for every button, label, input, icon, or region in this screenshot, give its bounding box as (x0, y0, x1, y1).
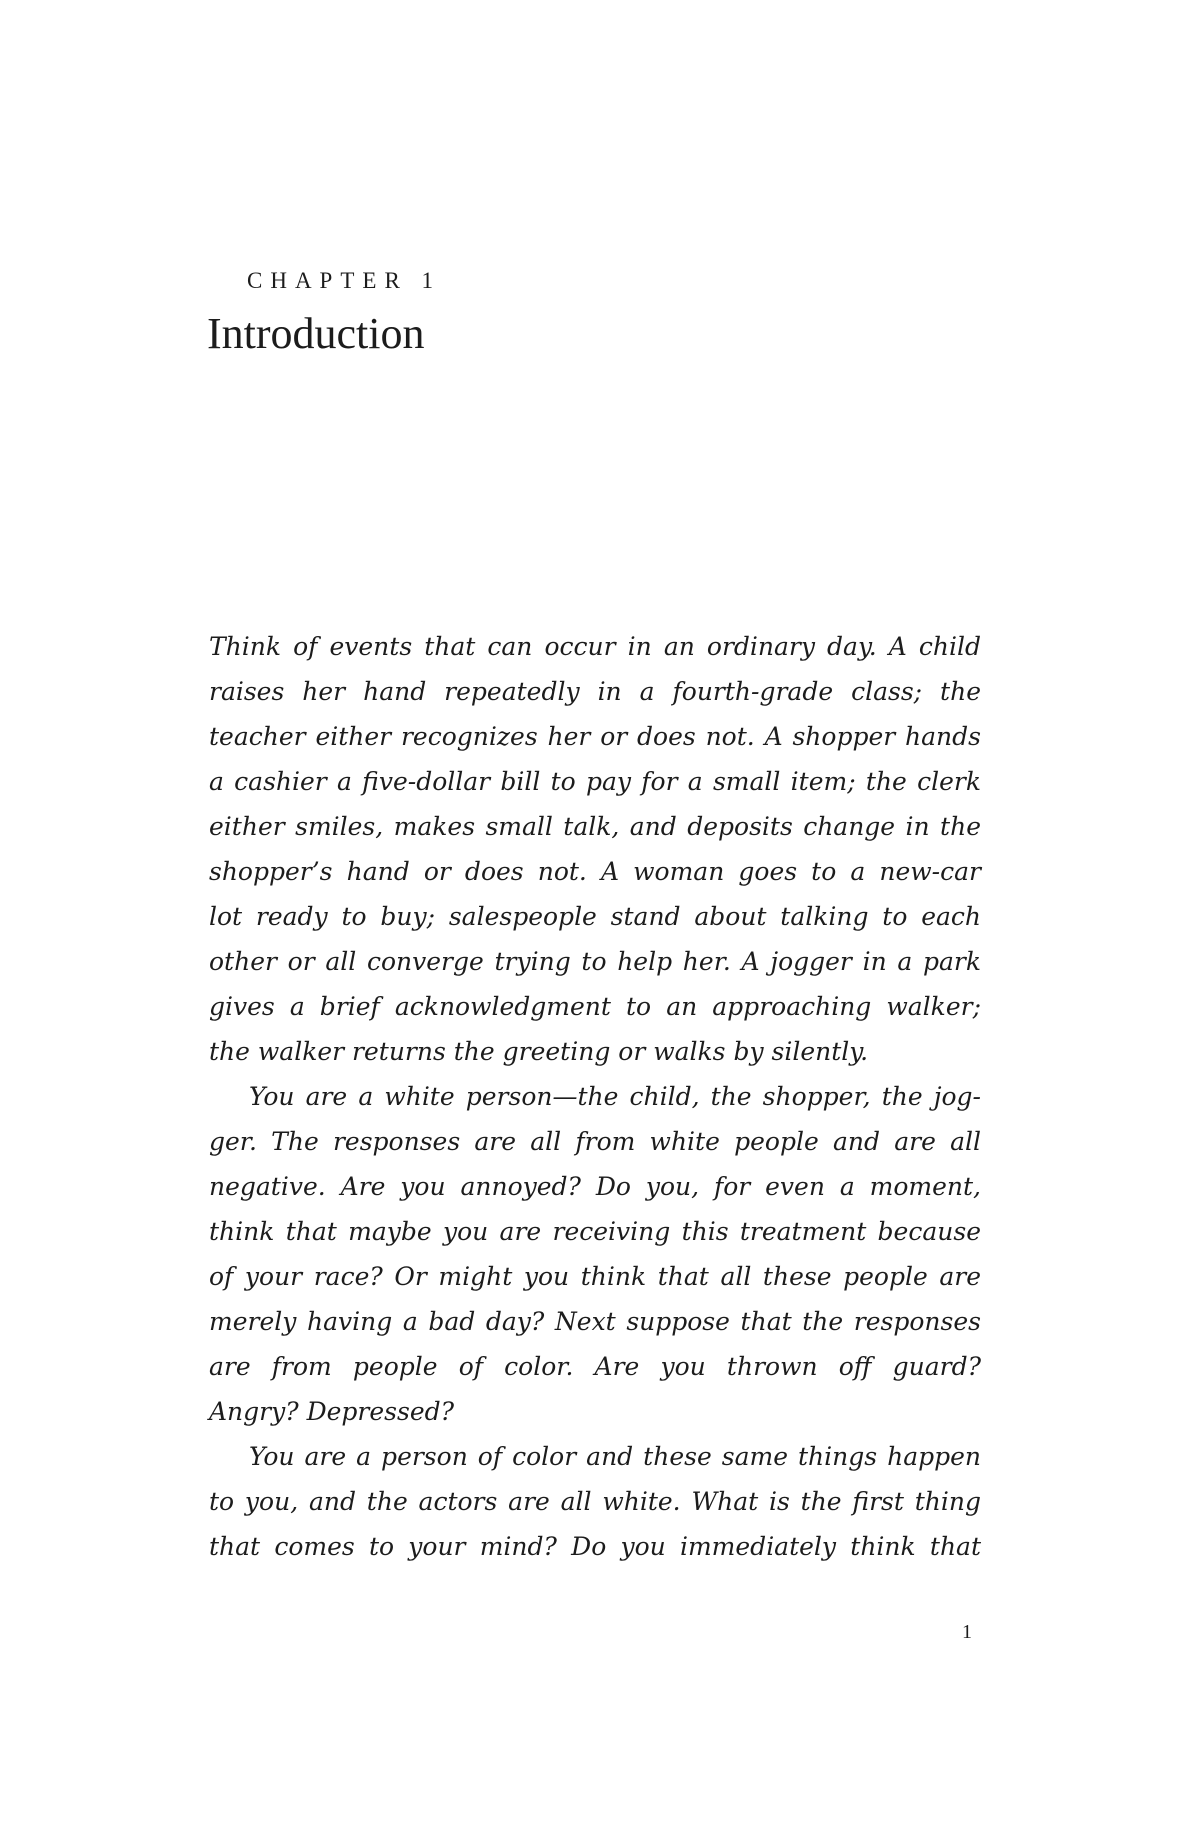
text-line: to you, and the actors are all white. What is the first thing (209, 1487, 981, 1516)
text-line: think that maybe you are receiving this treatment because (209, 1217, 981, 1246)
text-line: other or all converge trying to help her. A jogger in a park (209, 947, 981, 976)
chapter-label: CHAPTER 1 (247, 268, 442, 293)
chapter-title: Introduction (207, 309, 425, 358)
text-line: Angry? Depressed? (209, 1397, 455, 1426)
text-line: the walker returns the greeting or walks by silently. (209, 1037, 869, 1066)
text-line: merely having a bad day? Next suppose that the responses (209, 1307, 981, 1336)
text-line: teacher either recognizes her or does not. A shopper hands (209, 722, 981, 751)
text-line: Think of events that can occur in an ordinary day. A child (209, 632, 981, 661)
text-line: shopper’s hand or does not. A woman goes to a new-car (209, 857, 981, 886)
text-line: either smiles, makes small talk, and deposits change in the (209, 812, 981, 841)
text-line: a cashier a five-dollar bill to pay for a small item; the clerk (209, 767, 981, 796)
body-text (209, 624, 981, 1569)
text-line: You are a white person—the child, the shopper, the jog- (249, 1082, 981, 1111)
text-line: that comes to your mind? Do you immediately think that (209, 1532, 981, 1561)
text-line: are from people of color. Are you thrown off guard? (209, 1352, 981, 1381)
text-line: ger. The responses are all from white people and are all (209, 1127, 981, 1156)
text-line: lot ready to buy; salespeople stand about talking to each (209, 902, 981, 931)
text-line: raises her hand repeatedly in a fourth-grade class; the (209, 677, 981, 706)
text-line: gives a brief acknowledgment to an approaching walker; (209, 992, 981, 1021)
page-number: 1 (962, 1621, 972, 1643)
text-line: You are a person of color and these same things happen (249, 1442, 981, 1471)
text-line: of your race? Or might you think that all these people are (209, 1262, 981, 1291)
text-line: negative. Are you annoyed? Do you, for even a moment, (209, 1172, 981, 1201)
